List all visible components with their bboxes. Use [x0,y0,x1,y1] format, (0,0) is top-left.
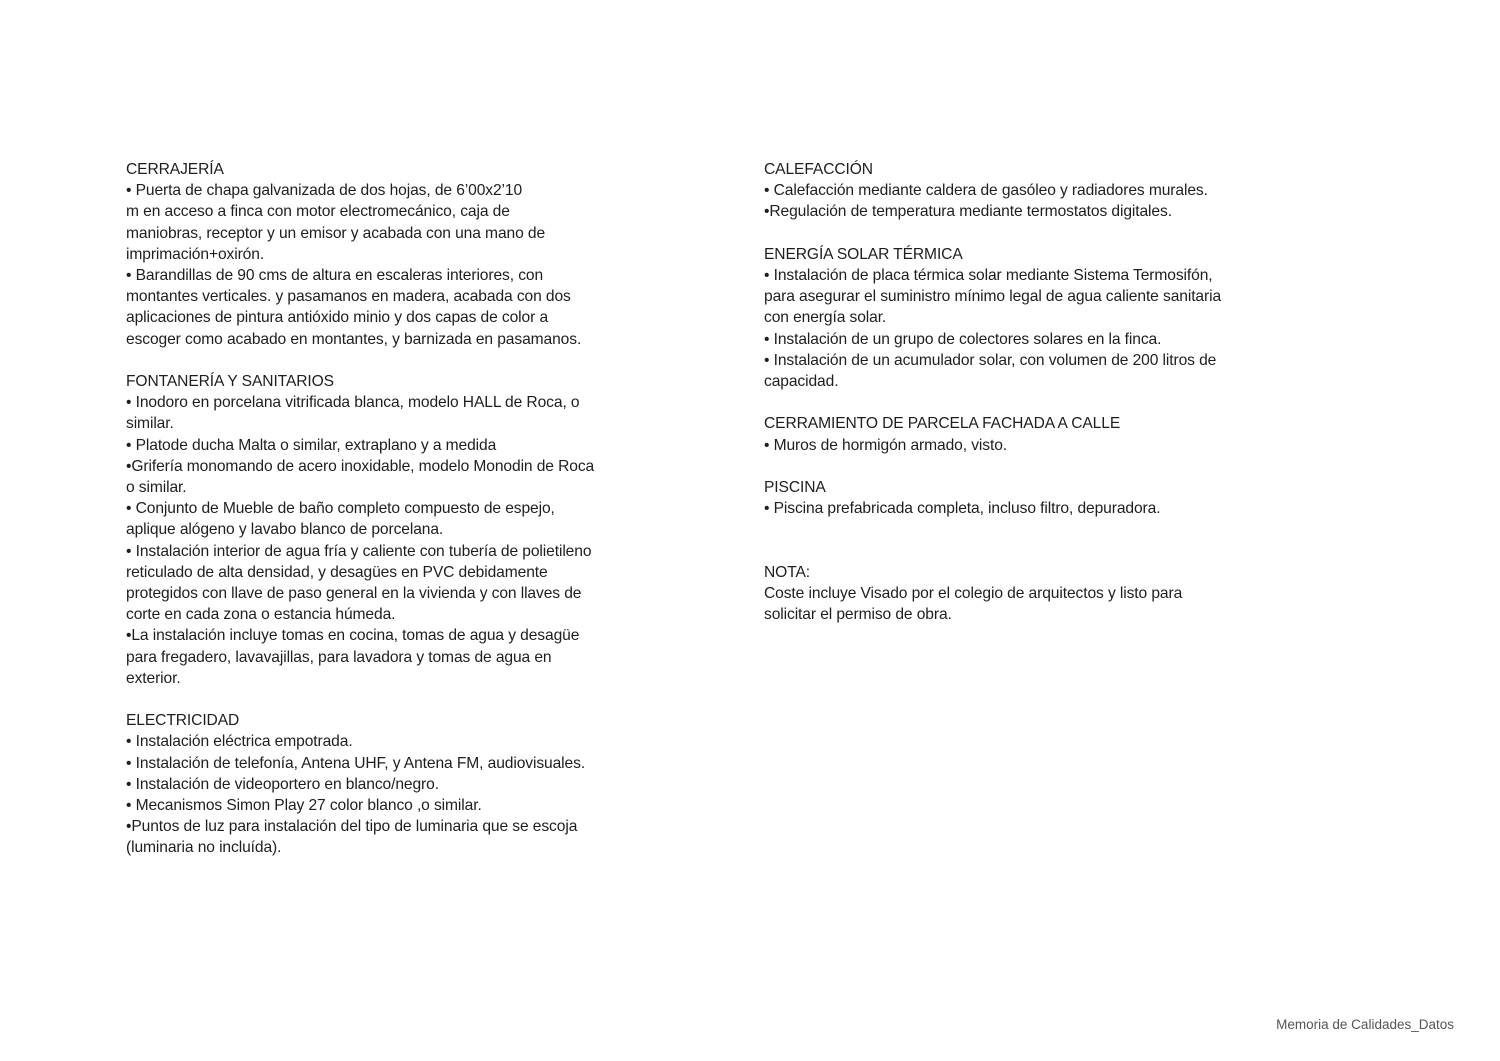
section-body: • Instalación eléctrica empotrada. • Instalación de telefonía, Antena UHF, y Antena FM, audiovisuales. • Instalación de videoportero en blanco/negro. • Mecanismos Simon Play 27 color blanco ,o similar. •Puntos de luz para instalación del tipo de luminaria que se escoja (luminaria no incluída). [126,733,586,857]
section-piscina [764,477,1264,519]
section-title: CALEFACCIÓN [764,161,873,178]
section-body: Coste incluye Visado por el colegio de arquitectos y listo para solicitar el permiso de obra. [764,584,1183,624]
section-body: • Puerta de chapa galvanizada de dos hojas, de 6’00x2’10 m en acceso a finca con motor electromecánico, caja de maniobras, receptor y un emisor y acabada con una mano de imprimación+oxirón. • Barandillas de 90 cms de altura en escaleras interiores, con montantes verticales. y pasamanos en madera, acabada con dos aplicaciones de pintura antióxido minio y dos capas de color a escoger como acabado en montantes, y barnizada en pasamanos. [126,182,582,348]
section-title: PISCINA [764,479,826,496]
section-title: FONTANERÍA Y SANITARIOS [126,373,334,391]
section-calefaccion [764,159,1264,223]
section-title: NOTA: [764,563,810,581]
section-spacer [764,541,1264,562]
section-energia-solar [764,244,1264,392]
section-title: CERRAJERÍA [126,161,224,178]
section-title: CERRAMIENTO DE PARCELA FACHADA A CALLE [764,415,1121,433]
section-body: • Instalación de placa térmica solar mediante Sistema Termosifón, para asegurar el suministro mínimo legal de agua caliente sanitaria con energía solar. • Instalación de un grupo de colectores solares en la finca. • Instalación de un acumulador solar, con volumen de 200 litros de capacidad. [764,267,1222,391]
section-title: ENERGÍA SOLAR TÉRMICA [764,245,963,263]
section-nota [764,562,1264,626]
left-column [126,159,636,880]
section-body: • Calefacción mediante caldera de gasóleo y radiadores murales. •Regulación de temperatura mediante termostatos digitales. [764,182,1208,221]
section-title: ELECTRICIDAD [126,712,240,730]
right-column [764,159,1264,647]
section-fontaneria [126,371,636,689]
section-cerrajeria [126,159,636,350]
section-body: • Muros de hormigón armado, visto. [764,436,1008,454]
section-electricidad [126,710,636,858]
section-cerramiento [764,413,1264,455]
section-body: • Inodoro en porcelana vitrificada blanca, modelo HALL de Roca, o similar. • Platode ducha Malta o similar, extraplano y a medida •Grifería monomando de acero inoxidable, modelo Monodin de Roca o similar. • Conjunto de Mueble de baño completo compuesto de espejo, aplique alógeno y lavabo blanco de porcelana. • Instalación interior de agua fría y caliente con tubería de polietileno reticulado de alta densidad, y desagües en PVC debidamente protegidos con llave de paso general en la vivienda y con llaves de corte en cada zona o estancia húmeda. •La instalación incluye tomas en cocina, tomas de agua y desagüe para fregadero, lavavajillas, para lavadora y tomas de agua en exterior. [126,394,595,687]
footer-label: Memoria de Calidades_Datos [1276,1017,1454,1032]
section-body: • Piscina prefabricada completa, incluso filtro, depuradora. [764,500,1161,518]
